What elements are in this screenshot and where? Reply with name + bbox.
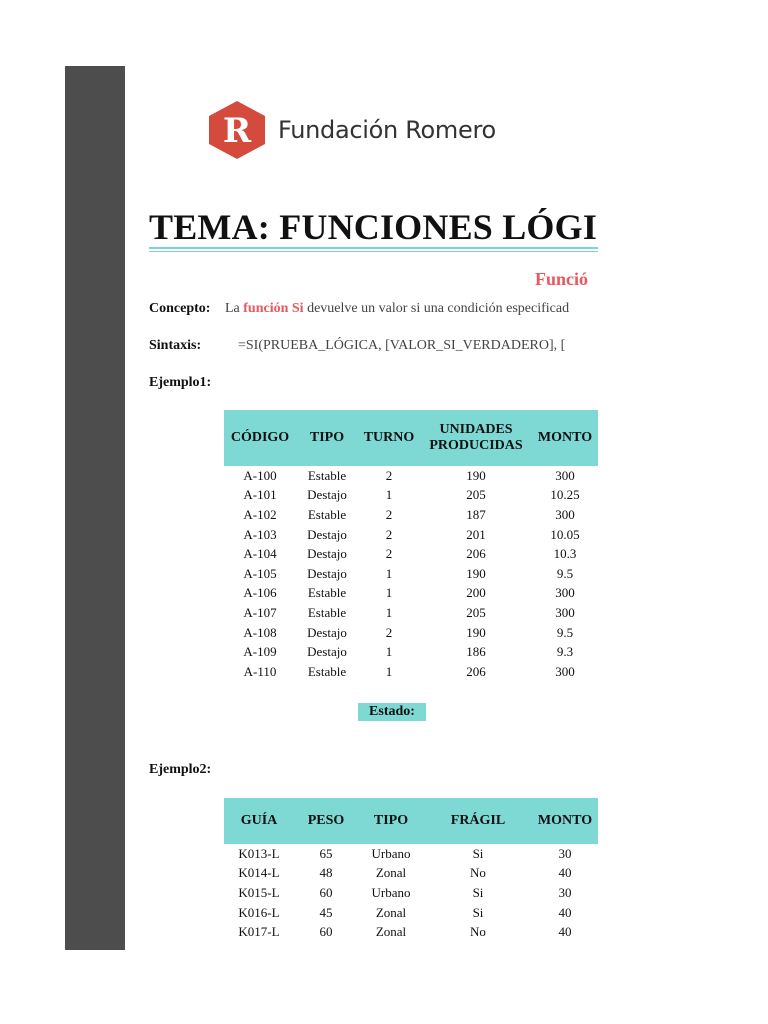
table-cell: 9.5 <box>556 624 574 640</box>
table-cell: K017-L <box>238 924 280 940</box>
table-cell: 1 <box>385 585 393 601</box>
estado-label: Estado: <box>358 703 426 721</box>
table-cell: 1 <box>385 644 393 660</box>
col-header-turno: TURNO <box>358 410 420 466</box>
table-cell: A-107 <box>243 604 277 620</box>
col-header-unidades: UNIDADES PRODUCIDAS <box>420 410 532 466</box>
table-cell: K016-L <box>238 904 280 920</box>
table-row <box>224 662 598 682</box>
table-cell: Destajo <box>307 487 347 503</box>
table-cell: A-101 <box>243 487 277 503</box>
table-row <box>224 844 598 864</box>
example2-label: Ejemplo2: <box>149 762 212 777</box>
table-cell: 45 <box>319 904 333 920</box>
table-cell: 187 <box>466 506 486 522</box>
table-cell: Zonal <box>375 924 407 940</box>
table-cell: 300 <box>555 663 575 679</box>
table-row <box>224 903 598 923</box>
table-cell: 200 <box>466 585 486 601</box>
syntax-label: Sintaxis: <box>149 338 202 353</box>
table-row <box>224 922 598 942</box>
syntax-text: =SI(PRUEBA_LÓGICA, [VALOR_SI_VERDADERO], [ <box>238 338 566 353</box>
table-cell: 300 <box>555 585 575 601</box>
table-cell: 186 <box>466 644 486 660</box>
table-cell: Zonal <box>375 904 407 920</box>
table-cell: Estable <box>307 585 347 601</box>
table-row <box>224 505 598 525</box>
example1-label: Ejemplo1: <box>149 375 212 390</box>
table-cell: 1 <box>385 663 393 679</box>
table-cell: 2 <box>385 506 393 522</box>
table-cell: Destajo <box>307 565 347 581</box>
title-underline-thin <box>149 251 598 252</box>
table-cell: 10.25 <box>550 487 580 503</box>
table-cell: 60 <box>319 884 333 900</box>
table-cell: No <box>470 924 486 940</box>
col-header-peso: PESO <box>294 798 358 844</box>
left-sidebar-bar <box>65 66 125 950</box>
table-row <box>224 525 598 545</box>
table-cell: 205 <box>466 487 486 503</box>
col-header-codigo: CÓDIGO <box>224 410 296 466</box>
table-cell: K014-L <box>238 865 280 881</box>
table-cell: 190 <box>466 467 486 483</box>
table-cell: A-102 <box>243 506 277 522</box>
table-cell: A-106 <box>243 585 277 601</box>
table-row <box>224 486 598 506</box>
svg-text:R: R <box>222 111 252 151</box>
table-cell: No <box>470 865 486 881</box>
table-cell: Si <box>472 884 484 900</box>
example1-table <box>224 410 598 682</box>
hexagon-logo-icon <box>205 99 269 161</box>
table-row <box>224 603 598 623</box>
col-header-monto: MONTO <box>532 410 598 466</box>
example2-header-row <box>224 798 598 844</box>
table-row <box>224 623 598 643</box>
table-cell: A-108 <box>243 624 277 640</box>
table-cell: Destajo <box>307 546 347 562</box>
table-cell: Urbano <box>371 845 411 861</box>
table-cell: A-104 <box>243 546 277 562</box>
table-cell: 60 <box>319 924 333 940</box>
table-cell: Estable <box>307 467 347 483</box>
table-cell: Si <box>472 845 484 861</box>
brand-logo <box>205 99 496 161</box>
example2-table <box>224 798 598 942</box>
table-cell: 2 <box>385 526 393 542</box>
table-cell: 201 <box>466 526 486 542</box>
table-row <box>224 883 598 903</box>
table-cell: Si <box>472 904 484 920</box>
table-cell: 40 <box>558 904 572 920</box>
table-row <box>224 642 598 662</box>
table-cell: 48 <box>319 865 333 881</box>
page-title: TEMA: FUNCIONES LÓGI <box>149 207 598 247</box>
col-header-tipo: TIPO <box>358 798 424 844</box>
table-cell: 206 <box>466 546 486 562</box>
table-cell: A-100 <box>243 467 277 483</box>
table-cell: 2 <box>385 624 393 640</box>
table-cell: 300 <box>555 604 575 620</box>
table-cell: 40 <box>558 924 572 940</box>
table-cell: Estable <box>307 663 347 679</box>
table-cell: K013-L <box>238 845 280 861</box>
concept-highlight: función Si <box>243 301 304 316</box>
table-cell: 2 <box>385 467 393 483</box>
table-cell: Estable <box>307 604 347 620</box>
table-cell: Destajo <box>307 644 347 660</box>
table-cell: 1 <box>385 565 393 581</box>
table-cell: Estable <box>307 506 347 522</box>
concept-prefix: La <box>225 301 244 316</box>
concept-text <box>225 301 569 317</box>
table-cell: K015-L <box>238 884 280 900</box>
sheet-content <box>125 66 598 966</box>
table-cell: 190 <box>466 624 486 640</box>
table-cell: 30 <box>558 884 572 900</box>
table-cell: 300 <box>555 506 575 522</box>
table-cell: 30 <box>558 845 572 861</box>
table-cell: Zonal <box>375 865 407 881</box>
table-cell: 40 <box>558 865 572 881</box>
table-row <box>224 564 598 584</box>
brand-name: Fundación Romero <box>278 116 496 144</box>
table-row <box>224 466 598 486</box>
table-cell: 10.05 <box>550 526 580 542</box>
table-row <box>224 544 598 564</box>
table-cell: Destajo <box>307 624 347 640</box>
table-cell: A-109 <box>243 644 277 660</box>
table-cell: A-103 <box>243 526 277 542</box>
table-cell: 9.3 <box>556 644 574 660</box>
table-cell: 205 <box>466 604 486 620</box>
table-cell: A-105 <box>243 565 277 581</box>
table-cell: 1 <box>385 487 393 503</box>
table-row <box>224 584 598 604</box>
col-header-monto: MONTO <box>532 798 598 844</box>
section-subtitle: Funció <box>535 269 589 289</box>
table-cell: Urbano <box>371 884 411 900</box>
table-cell: 206 <box>466 663 486 679</box>
table-cell: 1 <box>385 604 393 620</box>
concept-label: Concepto: <box>149 301 211 316</box>
table-cell: 2 <box>385 546 393 562</box>
table-cell: 190 <box>466 565 486 581</box>
title-underline <box>149 247 598 249</box>
col-header-tipo: TIPO <box>296 410 358 466</box>
table-cell: Destajo <box>307 526 347 542</box>
col-header-guia: GUÍA <box>224 798 294 844</box>
table-cell: 10.3 <box>553 546 577 562</box>
col-header-fragil: FRÁGIL <box>424 798 532 844</box>
table-cell: 300 <box>555 467 575 483</box>
table-cell: 65 <box>319 845 333 861</box>
table-cell: A-110 <box>243 663 277 679</box>
concept-suffix: devuelve un valor si una condición especificad <box>303 301 570 316</box>
table-cell: 9.5 <box>556 565 574 581</box>
table-row <box>224 864 598 884</box>
example1-header-row <box>224 410 598 466</box>
